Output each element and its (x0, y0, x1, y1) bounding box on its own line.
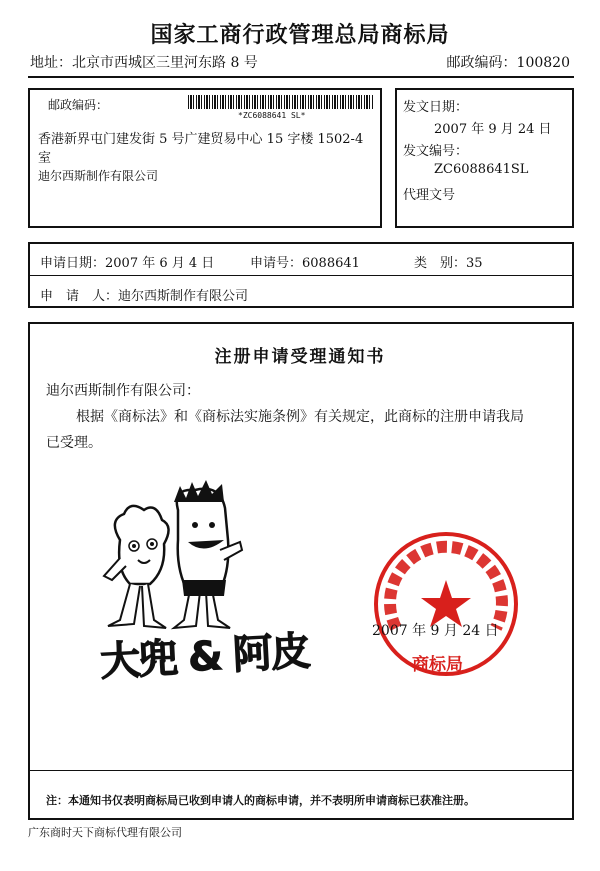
application-info-divider (28, 275, 574, 276)
trademark-cartoon-image (100, 480, 270, 640)
notice-body-line2: 已受理。 (46, 435, 102, 451)
agent-ref-label: 代理文号 (403, 188, 456, 203)
seal-date: 2007 年 9 月 24 日 (372, 623, 499, 639)
notice-footer: 注：本通知书仅表明商标局已收到申请人的商标申请，并不表明所申请商标已获准注册。 (46, 794, 475, 807)
seal-center-text: 商标局 (412, 655, 463, 675)
recipient-address-line1: 香港新界屯门建发街 5 号广建贸易中心 15 字楼 1502-4 (38, 132, 364, 147)
header-divider (28, 76, 574, 78)
agent-company: 广东商时天下商标代理有限公司 (28, 826, 182, 839)
notice-body-line1: 根据《商标法》和《商标法实施条例》有关规定，此商标的注册申请我局 (76, 409, 524, 425)
office-postcode: 邮政编码：100820 (446, 55, 570, 71)
notice-salutation: 迪尔西斯制作有限公司： (46, 383, 200, 399)
document-title: 国家工商行政管理总局商标局 (150, 22, 450, 48)
dispatch-date-value: 2007 年 9 月 24 日 (434, 122, 552, 137)
footer-divider (28, 770, 574, 771)
recipient-address-line2: 室 (38, 151, 52, 166)
trademark-text: 大兜 & 阿皮 (99, 628, 310, 686)
application-number: 申请号：6088641 (250, 256, 360, 271)
application-class: 类 别：35 (414, 256, 483, 271)
dispatch-number-label: 发文编号： (403, 144, 469, 159)
applicant-name: 申 请 人：迪尔西斯制作有限公司 (40, 289, 249, 304)
application-date: 申请日期：2007 年 6 月 4 日 (40, 256, 215, 271)
dispatch-number-value: ZC6088641SL (434, 162, 529, 177)
notice-title: 注册申请受理通知书 (214, 347, 386, 367)
office-address: 地址：北京市西城区三里河东路 8 号 (30, 55, 258, 71)
recipient-postcode-label: 邮政编码： (48, 98, 109, 112)
recipient-company: 迪尔西斯制作有限公司 (38, 169, 159, 183)
barcode-text: *ZC6088641 SL* (238, 111, 306, 120)
dispatch-date-label: 发文日期： (403, 100, 469, 115)
barcode (188, 95, 374, 109)
